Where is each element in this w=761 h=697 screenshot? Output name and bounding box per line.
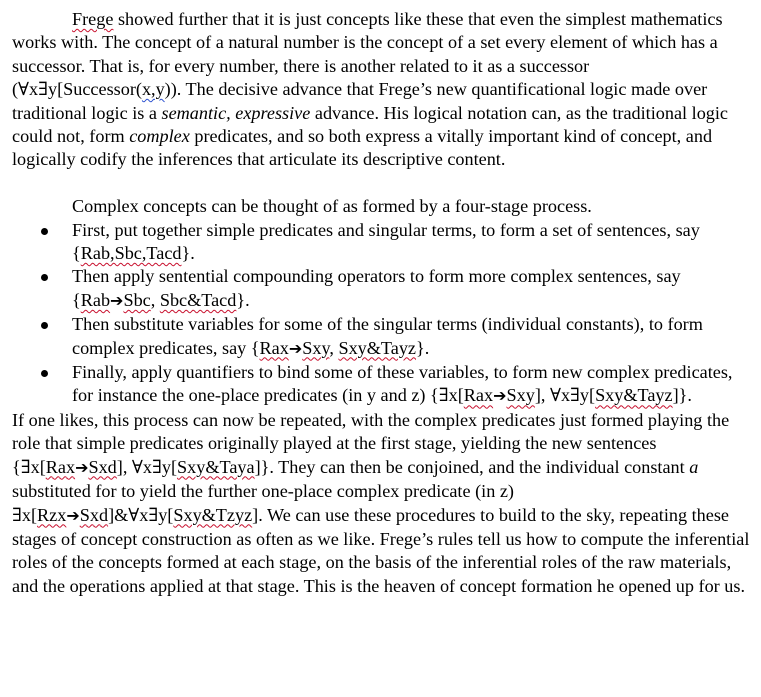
text-span: Rax (45, 456, 76, 477)
text-span: Rzx (37, 504, 67, 525)
document-body (12, 8, 757, 598)
text-span: Rax (259, 337, 289, 358)
text-span: ]. We can use these procedures to build to the sky, repeating these stages of concept construction as often as we like. Frege’s rules tell us how to compute the inferential roles of the concepts formed at each stage, on the basis of the inferential roles of the raw materials, and the operations applied at that stage. This is the heaven of concept formation he opened up for us. (12, 504, 750, 596)
text-span: , (150, 289, 160, 310)
arrow-icon: ➔ (288, 340, 303, 358)
text-span: Sxy&Tayz (338, 337, 416, 358)
text-span: Sxy&Tayz (595, 385, 673, 406)
text-span: Sxd (79, 504, 109, 525)
text-span: Frege (72, 9, 114, 29)
text-span: x,y (141, 79, 165, 100)
text-span: ], ∀x∃y[ (534, 385, 596, 406)
text-span: Rax (463, 385, 494, 406)
text-span: ]}. They can then be conjoined, and the individual constant (254, 456, 690, 477)
text-span: Sxy&Taya (177, 456, 255, 477)
text-span: Sbc&Tacd (159, 289, 237, 310)
italic-text: a (689, 456, 699, 477)
text-span: Sxy&Tzyz (173, 504, 253, 525)
text-span: ], ∀x∃y[ (116, 456, 178, 477)
bullet-icon (41, 322, 48, 329)
list-item (12, 361, 757, 409)
list-item (12, 219, 757, 266)
list-item (12, 313, 757, 361)
bullet-icon (41, 228, 48, 235)
text-span: ]&∀x∃y[ (108, 504, 174, 525)
bullet-icon (41, 370, 48, 377)
text-span: advance. His logical notation can, as the traditional logic could not, form (12, 102, 729, 147)
text-span: ]}. (672, 385, 692, 406)
text-span: }. (181, 243, 195, 264)
text-span: Finally, apply quantifiers to bind some of these variables, to form new complex predicates, for instance the one-place predicates (in y and z) {∃x[ (72, 362, 733, 406)
list-item (12, 265, 757, 313)
text-span: Rab,Sbc,Tacd (80, 243, 182, 264)
arrow-icon: ➔ (493, 388, 507, 406)
text-span: Sxy (506, 385, 535, 406)
text-span: Sxy (302, 337, 330, 358)
paragraph-repetition (12, 409, 757, 598)
text-span: Sbc (123, 289, 151, 310)
paragraph-frege-quantification (12, 8, 757, 172)
paragraph-complex-concepts-intro: Complex concepts can be thought of as formed by a four-stage process. (72, 196, 592, 217)
text-span: , (329, 337, 339, 358)
text-span: }. (236, 289, 250, 310)
text-span: predicates, and so both express a vitally important kind of concept, and logically codify the inferences that articulate its descriptive content. (12, 126, 713, 170)
text-span: Then substitute variables for some of the singular terms (individual constants), to form complex predicates, say { (72, 314, 703, 358)
text-span: Rab (80, 289, 111, 310)
text-span: First, put together simple predicates and singular terms, to form a set of sentences, say { (72, 219, 700, 264)
text-span: )). The decisive advance that Frege’s new quantificational logic made over traditional logic is a (12, 79, 708, 123)
arrow-icon: ➔ (110, 292, 124, 310)
italic-text: semantic, expressive (161, 102, 311, 123)
text-span: substituted for to yield the further one-place complex predicate (in z) ∃x[ (12, 481, 514, 525)
text-span: Then apply sentential compounding operators to form more complex sentences, say { (72, 266, 681, 310)
text-span: }. (415, 337, 430, 358)
bullet-icon (41, 274, 48, 281)
text-span: Sxd (88, 456, 117, 477)
italic-text: complex (129, 126, 190, 147)
stage-list (12, 219, 757, 409)
arrow-icon: ➔ (66, 507, 80, 525)
arrow-icon: ➔ (75, 459, 89, 477)
text-span: If one likes, this process can now be repeated, with the complex predicates just formed playing the role that simple predicates originally played at the first stage, yielding the new sentences {∃x[ (12, 409, 730, 477)
text-span: showed further that it is just concepts like these that even the simplest mathematics works with. The concept of a natural number is the concept of a set every element of which has a successor. That is, for every number, there is another related to it as a successor (∀x∃y[Successor( (12, 9, 723, 100)
